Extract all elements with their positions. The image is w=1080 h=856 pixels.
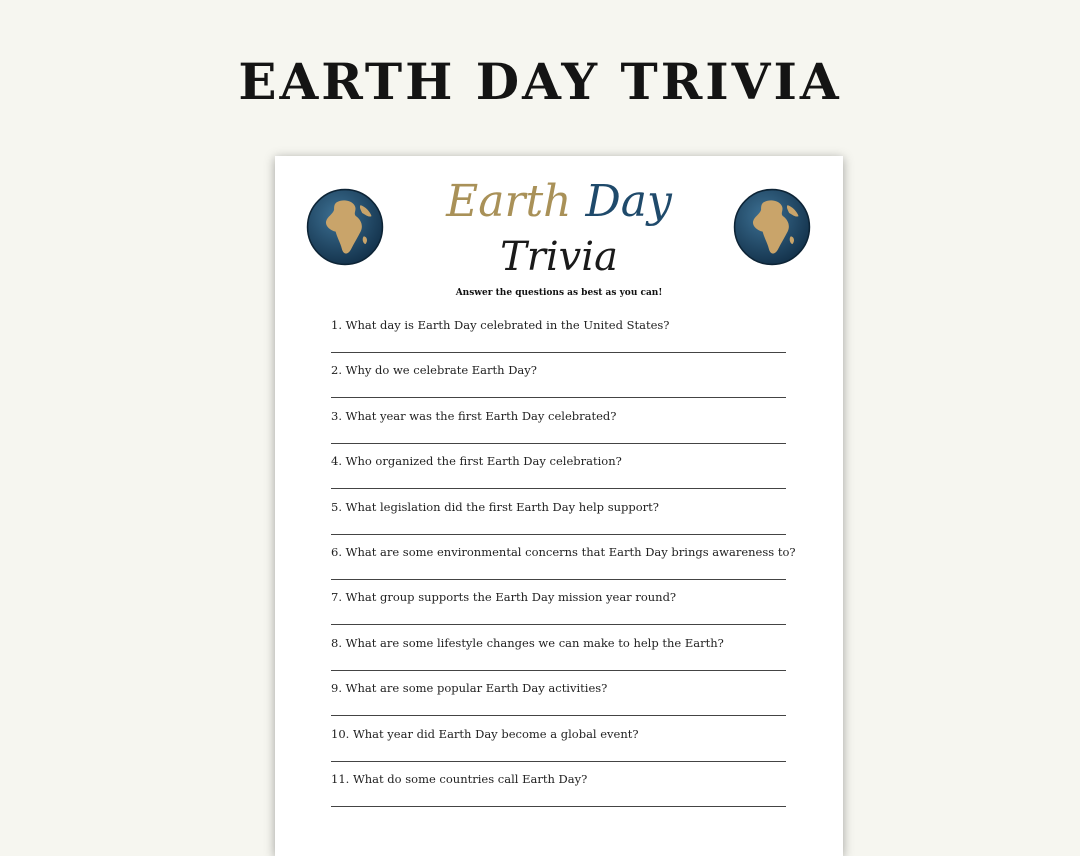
question-text: 6. What are some environmental concerns that Earth Day brings awareness to? [331,544,796,559]
question-item [331,723,786,768]
page-title: EARTH DAY TRIVIA [238,52,842,111]
answer-line [331,761,786,762]
question-item [331,768,786,813]
answer-line [331,443,786,444]
worksheet-subheading: Trivia [500,234,618,280]
answer-line [331,715,786,716]
answer-line [331,579,786,580]
trivia-worksheet [275,156,843,856]
question-item [331,496,786,541]
question-item [331,677,786,722]
worksheet-heading [275,176,843,227]
answer-line [331,397,786,398]
question-text: 2. Why do we celebrate Earth Day? [331,363,537,378]
answer-line [331,352,786,353]
question-text: 5. What legislation did the first Earth Day help support? [331,499,659,514]
question-item [331,450,786,495]
heading-word-earth: Earth [446,176,572,227]
answer-line [331,534,786,535]
heading-word-day: Day [585,176,672,227]
question-text: 9. What are some popular Earth Day activities? [331,681,608,696]
instructions: Answer the questions as best as you can! [455,288,663,298]
question-text: 7. What group supports the Earth Day mission year round? [331,590,677,605]
question-item [331,359,786,404]
question-text: 11. What do some countries call Earth Day? [331,771,588,786]
question-item [331,586,786,631]
question-text: 10. What year did Earth Day become a global event? [331,726,639,741]
answer-line [331,670,786,671]
question-list [331,314,796,813]
question-text: 1. What day is Earth Day celebrated in the United States? [331,318,670,332]
question-text: 3. What year was the first Earth Day celebrated? [331,408,617,423]
question-item [331,405,786,450]
question-item [331,632,786,677]
question-text: 4. Who organized the first Earth Day celebration? [331,454,622,469]
question-text: 8. What are some lifestyle changes we can make to help the Earth? [331,635,724,650]
answer-line [331,624,786,625]
answer-line [331,488,786,489]
answer-line [331,806,786,807]
question-item [331,541,796,586]
question-item [331,314,786,359]
